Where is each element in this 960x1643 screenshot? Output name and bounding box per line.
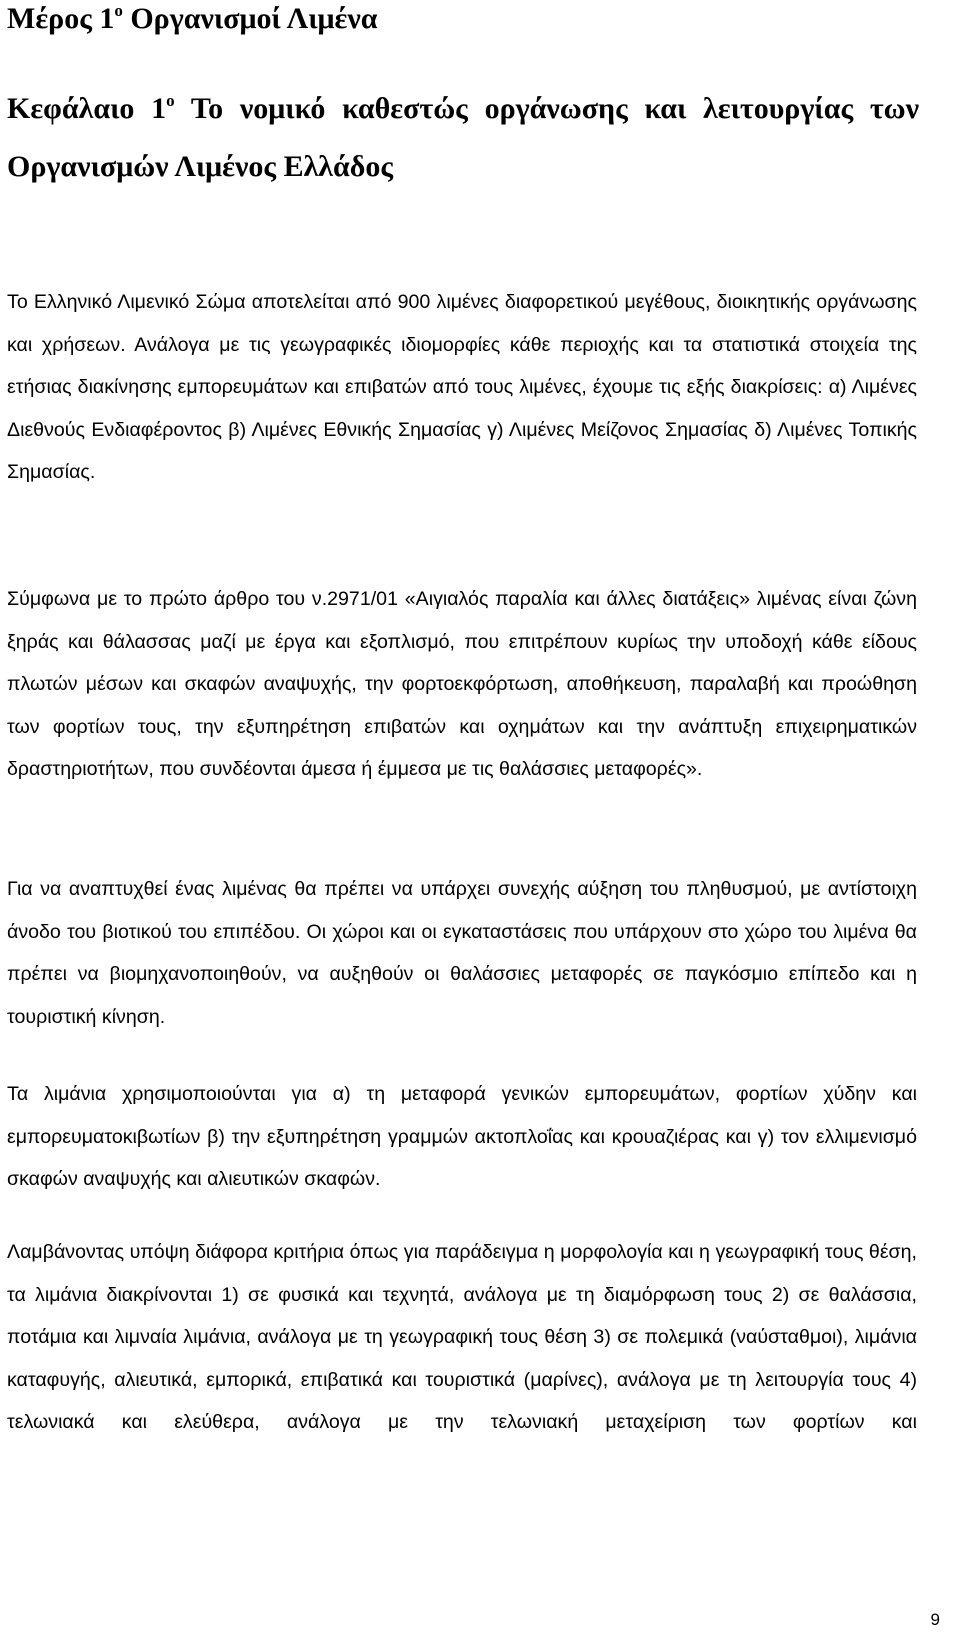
paragraph-port-development: Για να αναπτυχθεί ένας λιμένας θα πρέπει να υπάρχει συνεχής αύξηση του πληθυσμού, με αντίστοιχη άνοδο του βιοτικού του επιπέδου. Οι χώροι και οι εγκαταστάσεις που υπάρχουν στο χώρο του λιμένα θα πρέπει να βιομηχανοποιηθούν, να αυξηθούν οι θαλάσσιες μεταφορές σε παγκόσμιο επίπεδο και η τουριστική κίνηση. bbox=[7, 878, 917, 1028]
page-number: 9 bbox=[930, 1610, 940, 1629]
part-heading-suffix: Οργανισμοί Λιμένα bbox=[122, 2, 378, 35]
part-heading-ordinal: ο bbox=[114, 1, 123, 20]
chapter-heading-ordinal: ο bbox=[166, 91, 175, 110]
paragraph-port-uses: Τα λιμάνια χρησιμοποιούνται για α) τη μεταφορά γενικών εμπορευμάτων, φορτίων χύδην και εμπορευματοκιβωτίων β) την εξυπηρέτηση γραμμών ακτοπλοΐας και κρουαζιέρας και γ) τον ελλιμενισμό σκαφών αναψυχής και αλιευτικών σκαφών. bbox=[7, 1083, 917, 1191]
part-heading-prefix: Μέρος 1 bbox=[7, 2, 115, 35]
chapter-heading bbox=[7, 80, 919, 196]
chapter-heading-prefix: Κεφάλαιο 1 bbox=[7, 92, 167, 125]
paragraph-port-classification: Λαμβάνοντας υπόψη διάφορα κριτήρια όπως για παράδειγμα η μορφολογία και η γεωγραφική τους θέση, τα λιμάνια διακρίνονται 1) σε φυσικά και τεχνητά, ανάλογα με τη διαμόρφωση τους 2) σε θαλάσσια, ποτάμια και λιμναία λιμάνια, ανάλογα με τη γεωγραφική τους θέση 3) σε πολεμικά (ναύσταθμοι), λιμάνια καταφυγής, αλιευτικά, εμπορικά, επιβατικά και τουριστικά (μαρίνες), ανάλογα με τη λειτουργία τους 4) τελωνιακά και ελεύθερα, ανάλογα με την τελωνιακή μεταχείριση των φορτίων και bbox=[7, 1241, 917, 1434]
part-heading bbox=[7, 2, 377, 36]
chapter-heading-suffix: Το νομικό καθεστώς οργάνωσης και λειτουργίας των Οργανισμών Λιμένος Ελλάδος bbox=[7, 92, 919, 183]
paragraph-port-definition: Σύμφωνα με το πρώτο άρθρο του ν.2971/01 «Αιγιαλός παραλία και άλλες διατάξεις» λιμένας είναι ζώνη ξηράς και θάλασσας μαζί με έργα και εξοπλισμό, που επιτρέπουν κυρίως την υποδοχή κάθε είδους πλωτών μέσων και σκαφών αναψυχής, την φορτοεκφόρτωση, αποθήκευση, παραλαβή και προώθηση των φορτίων τους, την εξυπηρέτηση επιβατών και οχημάτων και την ανάπτυξη επιχειρηματικών δραστηριοτήτων, που συνδέονται άμεσα ή έμμεσα με τις θαλάσσιες μεταφορές». bbox=[7, 588, 917, 781]
paragraph-port-categories: Το Ελληνικό Λιμενικό Σώμα αποτελείται από 900 λιμένες διαφορετικού μεγέθους, διοικητικής οργάνωσης και χρήσεων. Ανάλογα με τις γεωγραφικές ιδιομορφίες κάθε περιοχής και τα στατιστικά στοιχεία της ετήσιας διακίνησης εμπορευμάτων και επιβατών από τους λιμένες, έχουμε τις εξής διακρίσεις: α) Λιμένες Διεθνούς Ενδιαφέροντος β) Λιμένες Εθνικής Σημασίας γ) Λιμένες Μείζονος Σημασίας δ) Λιμένες Τοπικής Σημασίας. bbox=[7, 291, 917, 484]
